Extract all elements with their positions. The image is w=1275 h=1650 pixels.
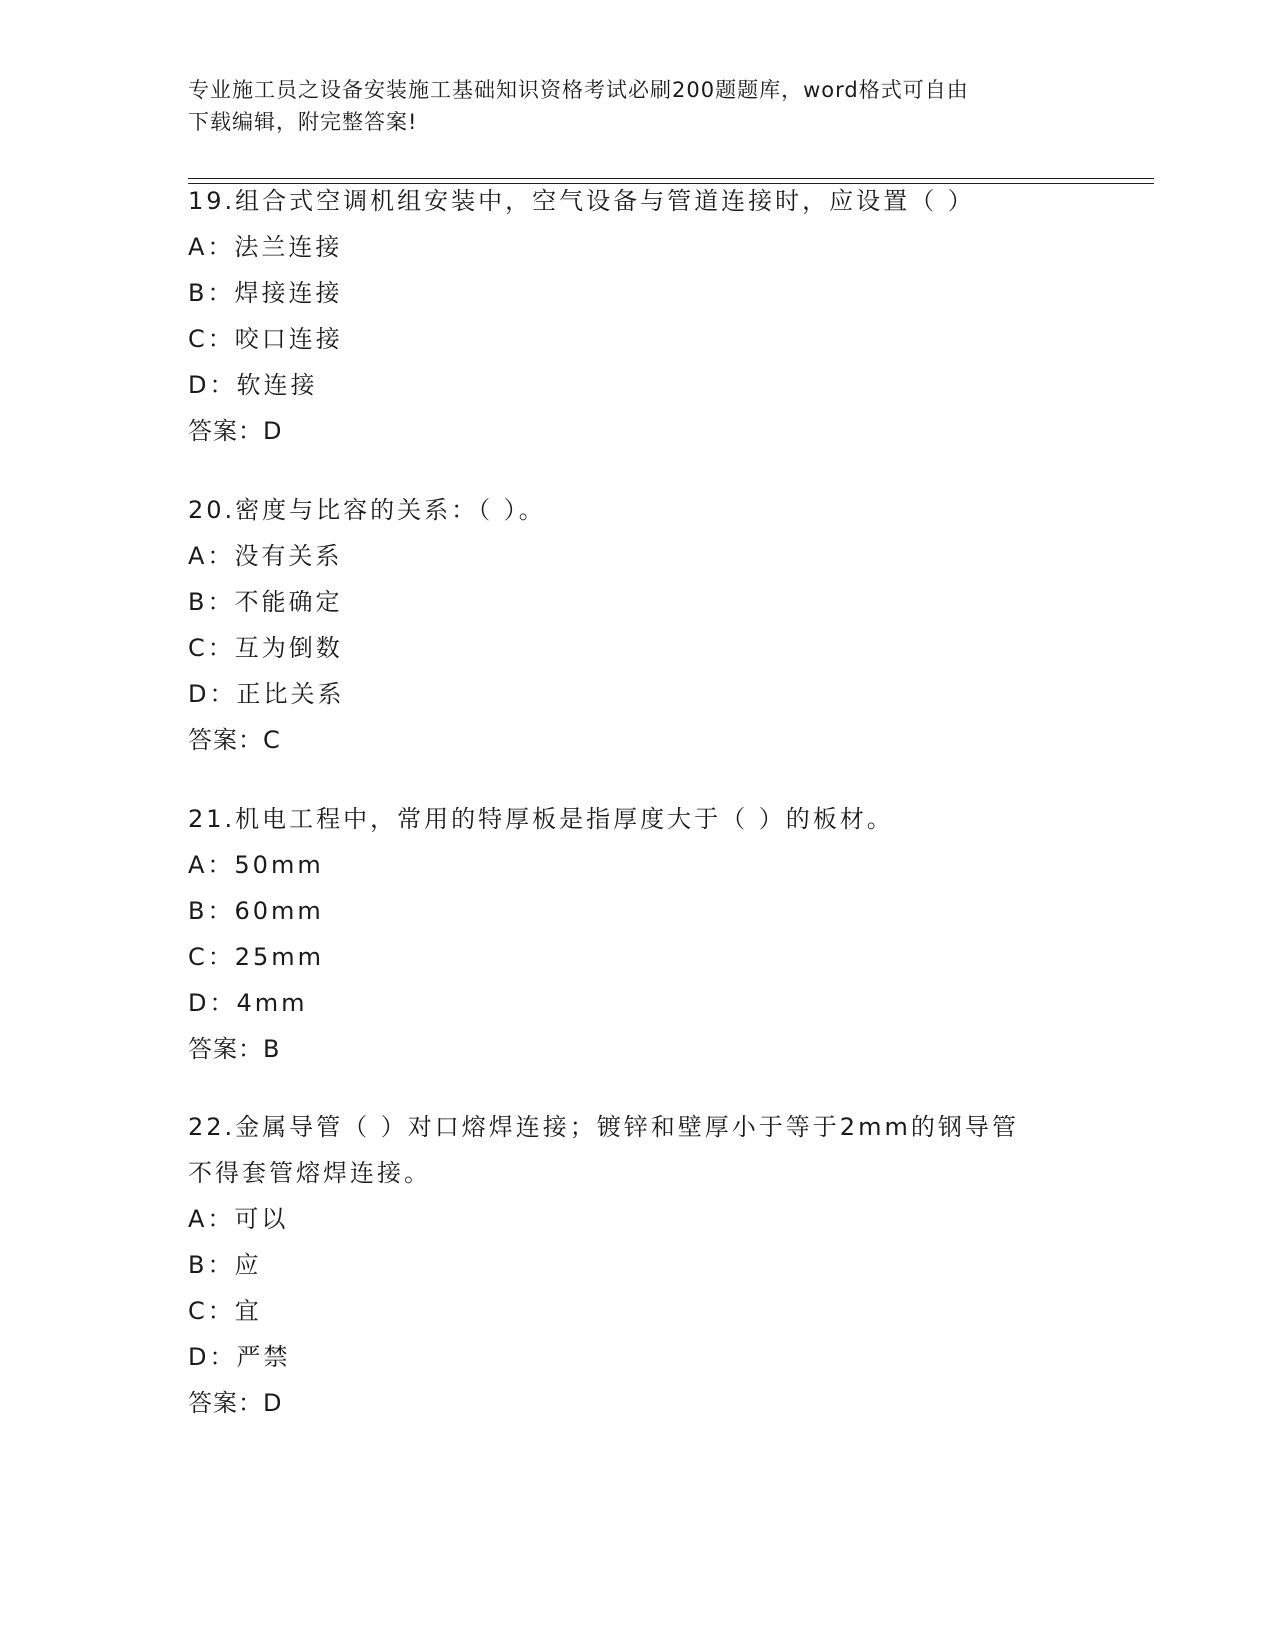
- option-b: B：应: [188, 1251, 262, 1279]
- answer: 答案：D: [188, 417, 283, 445]
- answer: 答案：B: [188, 1035, 281, 1063]
- question-22: [188, 1104, 1088, 1426]
- option-b: B：焊接连接: [188, 279, 343, 307]
- option-d: D：正比关系: [188, 680, 345, 708]
- question-stem: 21.机电工程中，常用的特厚板是指厚度大于（ ）的板材。: [188, 805, 894, 833]
- option-b: B：不能确定: [188, 588, 343, 616]
- option-b: B：60mm: [188, 897, 324, 925]
- answer: 答案：C: [188, 726, 281, 754]
- option-a: A：可以: [188, 1205, 289, 1233]
- header-line-1: 专业施工员之设备安装施工基础知识资格考试必刷200题题库，word格式可自由: [188, 78, 969, 102]
- option-c: C：宜: [188, 1297, 262, 1325]
- document-header: [188, 74, 1088, 138]
- question-stem: 22.金属导管（ ）对口熔焊连接；镀锌和壁厚小于等于2mm的钢导管: [188, 1113, 1019, 1141]
- option-a: A：法兰连接: [188, 233, 343, 261]
- option-c: C：互为倒数: [188, 634, 343, 662]
- question-stem: 20.密度与比容的关系：（ ）。: [188, 496, 546, 524]
- question-19: [188, 178, 1088, 454]
- option-c: C：25mm: [188, 943, 325, 971]
- option-d: D：严禁: [188, 1343, 291, 1371]
- question-21: [188, 796, 1088, 1072]
- header-line-2: 下载编辑，附完整答案!: [188, 110, 418, 134]
- option-d: D：软连接: [188, 371, 318, 399]
- question-stem-continued: 不得套管熔焊连接。: [188, 1159, 431, 1187]
- answer: 答案：D: [188, 1389, 283, 1417]
- option-a: A：没有关系: [188, 542, 343, 570]
- option-c: C：咬口连接: [188, 325, 343, 353]
- option-a: A：50mm: [188, 851, 324, 879]
- question-20: [188, 487, 1088, 763]
- option-d: D：4mm: [188, 989, 308, 1017]
- question-stem: 19.组合式空调机组安装中，空气设备与管道连接时，应设置（ ）: [188, 187, 975, 215]
